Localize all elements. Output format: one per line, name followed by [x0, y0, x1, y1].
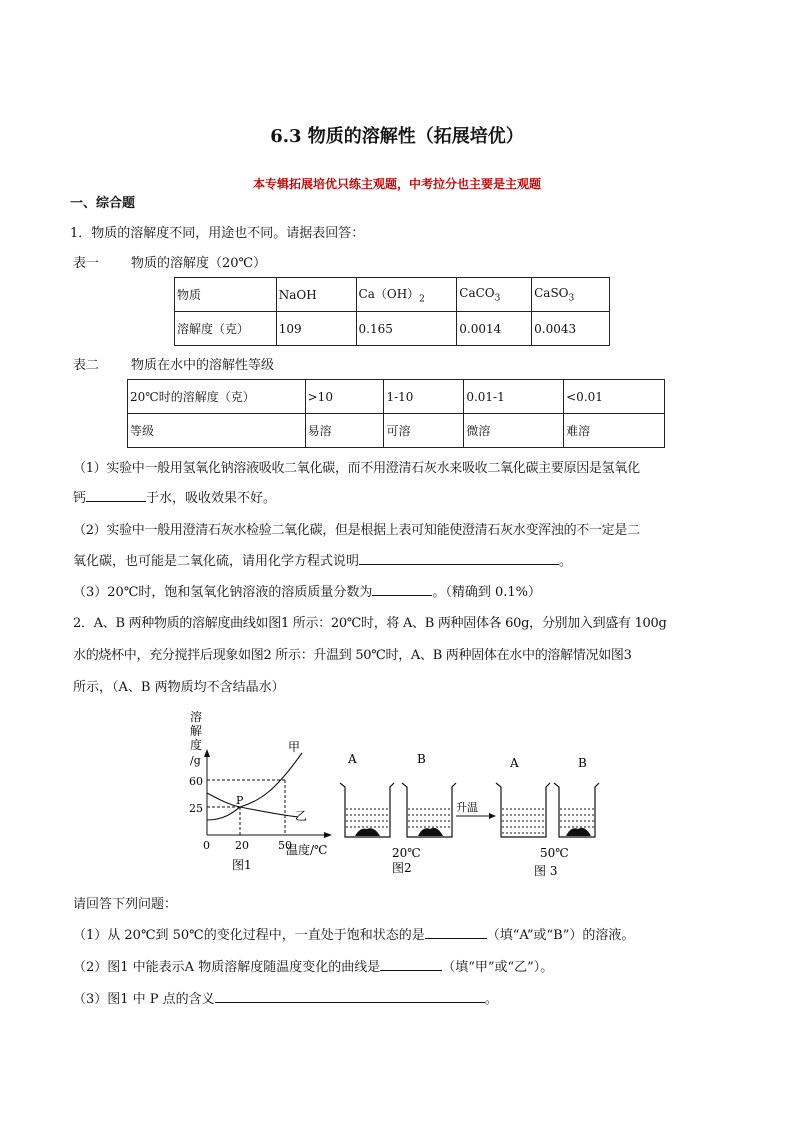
page-subtitle: 本专辑拓展培优只练主观题，中考拉分也主要是主观题 [252, 177, 541, 191]
table-cell: 难溶 [564, 414, 665, 448]
q2-sub1-text-a: （1）从 20℃到 50℃的变化过程中，一直处于饱和状态的是 [73, 928, 425, 943]
table-cell: 0.0014 [457, 312, 532, 346]
table-cell [532, 278, 610, 312]
table-cell: 物质 [175, 278, 277, 312]
fig1-tick-25: 25 [189, 802, 203, 815]
undissolved-solid-icon [566, 828, 591, 836]
fig1-caption: 图1 [232, 858, 252, 872]
page-title: 6.3 物质的溶解性（拓展培优） [270, 126, 524, 147]
figure-3-beakers [496, 756, 599, 878]
q2-sub1-text-b: （填“A”或“B”）的溶液。 [486, 928, 635, 943]
formula-text: Ca（OH） [358, 286, 420, 301]
answer-blank[interactable] [359, 552, 559, 565]
arrow-label: 升温 [456, 801, 478, 814]
q2-prompt: 请回答下列问题： [73, 897, 178, 912]
fig2-label-a: A [348, 752, 357, 766]
beaker-b-50c [554, 783, 599, 837]
y-axis-arrow-icon [204, 749, 210, 757]
q1-sub3-text-a: （3）20℃时，饱和氢氧化钠溶液的溶质质量分数为 [73, 585, 373, 600]
q1-sub1-line2 [73, 487, 276, 506]
formula-subscript: 3 [494, 293, 501, 304]
q1-sub1-text-a: 钙 [73, 491, 87, 506]
formula-subscript: 3 [568, 293, 575, 304]
q2-sub2-text-a: （2）图1 中能表示A 物质溶解度随温度变化的曲线是 [73, 960, 381, 975]
q2-sub1 [73, 924, 634, 943]
q1-sub2-text-a: 氧化碳，也可能是二氧化硫，请用化学方程式说明 [73, 554, 360, 569]
q2-line2: 水的烧杯中，充分搅拌后现象如图2 所示：升温到 50℃时，A、B 两种固体在水中的溶解情况如图3 [73, 648, 632, 663]
table-cell: 0.165 [356, 312, 457, 346]
fig1-label-p: P [236, 794, 244, 807]
fig2-caption: 图2 [392, 861, 412, 875]
fig1-tick-60: 60 [189, 775, 203, 788]
fig3-label-b: B [578, 756, 587, 770]
undissolved-solid-icon [418, 828, 443, 836]
solubility-figures [180, 705, 600, 880]
table-row [128, 380, 665, 414]
heating-arrow [456, 800, 496, 819]
q2-sub2-text-b: （填“甲”或“乙”）。 [442, 960, 554, 975]
beaker-outline [496, 783, 550, 837]
table-cell: <0.01 [564, 380, 665, 414]
fig1-xlabel: 温度/℃ [286, 843, 328, 857]
table-row [128, 414, 665, 448]
fig1-label-yi: 乙 [295, 809, 308, 823]
fig1-tick-50: 50 [278, 839, 292, 852]
table-cell: NaOH [276, 278, 356, 312]
fig3-temp: 50℃ [540, 846, 569, 860]
table-cell: 等级 [128, 414, 306, 448]
q1-sub2-line2 [73, 550, 572, 569]
table-row [175, 278, 610, 312]
q1-intro: 1．物质的溶解度不同，用途也不同。请据表回答： [70, 226, 365, 241]
table-cell: 溶解度（克） [175, 312, 277, 346]
answer-blank[interactable] [86, 489, 146, 502]
fig1-tick-0: 0 [203, 839, 210, 852]
table-cell: 0.01-1 [464, 380, 564, 414]
arrow-right-icon [489, 813, 496, 819]
q1-sub3-text-b: 。（精确到 0.1%） [432, 585, 542, 600]
table1-caption-label: 表一 [73, 256, 100, 271]
q2-line3: 所示，（A、B 两物质均不含结晶水） [73, 680, 285, 695]
q1-sub1-text-b: 于水，吸收效果不好。 [146, 491, 277, 506]
fig1-label-jia: 甲 [288, 740, 301, 754]
x-axis-arrow-icon [324, 832, 332, 838]
beaker-b-20c [402, 783, 456, 837]
solubility-grade-table [127, 379, 665, 448]
table-cell: 20℃时的溶解度（克） [128, 380, 306, 414]
fig2-temp: 20℃ [392, 846, 421, 860]
fig1-ylabel-2: 解 [190, 724, 203, 738]
fig1-ylabel-1: 溶 [190, 710, 203, 724]
table-row [175, 312, 610, 346]
answer-blank[interactable] [380, 958, 442, 971]
q1-sub2-text-b: 。 [559, 554, 573, 569]
beaker-a-20c [340, 783, 394, 837]
answer-blank[interactable] [425, 926, 487, 939]
beaker-a-50c [496, 783, 550, 837]
q2-sub2 [73, 956, 553, 975]
table2-caption-title: 物质在水中的溶解性等级 [131, 358, 275, 373]
formula-text: CaSO [534, 285, 569, 300]
fig1-tick-20: 20 [235, 839, 249, 852]
figure-2-beakers [340, 752, 456, 875]
table-cell: 109 [276, 312, 356, 346]
fig3-label-a: A [510, 756, 519, 770]
curve-yi [207, 793, 298, 817]
table-cell [356, 278, 457, 312]
fig1-ylabel-3: 度 [190, 738, 203, 752]
table-cell: 1-10 [384, 380, 464, 414]
fig2-label-b: B [417, 752, 426, 766]
table-cell: 可溶 [384, 414, 464, 448]
answer-blank[interactable] [215, 990, 485, 1003]
table-cell [457, 278, 532, 312]
table1-caption-title: 物质的溶解度（20℃） [131, 256, 267, 271]
formula-subscript: 2 [419, 294, 425, 305]
q2-sub3-text-b: 。 [484, 992, 498, 1007]
answer-blank[interactable] [372, 583, 432, 596]
q1-sub2-line1: （2）实验中一般用澄清石灰水检验二氧化碳，但是根据上表可知能使澄清石灰水变浑浊的不一定是二 [73, 523, 640, 538]
q2-line1: 2．A、B 两种物质的溶解度曲线如图1 所示：20℃时，将 A、B 两种固体各 60g，分别加入到盛有 100g [73, 616, 667, 631]
table-cell: 微溶 [464, 414, 564, 448]
table-cell: 0.0043 [532, 312, 610, 346]
table-cell: 易溶 [305, 414, 384, 448]
table-cell: >10 [305, 380, 384, 414]
q1-sub3 [73, 581, 541, 600]
section-heading: 一、综合题 [70, 196, 136, 211]
table2-caption-label: 表二 [73, 358, 100, 373]
solubility-table [174, 277, 610, 346]
fig3-caption: 图 3 [534, 864, 558, 878]
q2-sub3-text-a: （3）图1 中 P 点的含义 [73, 992, 215, 1007]
q1-sub1-line1: （1）实验中一般用氢氧化钠溶液吸收二氧化碳，而不用澄清石灰水来吸收二氧化碳主要原因是氢氧化 [73, 461, 640, 476]
fig1-ylabel-4: /g [190, 754, 201, 767]
figure-1-graph [189, 709, 332, 872]
formula-text: CaCO [459, 285, 495, 300]
q2-sub3 [73, 988, 498, 1007]
